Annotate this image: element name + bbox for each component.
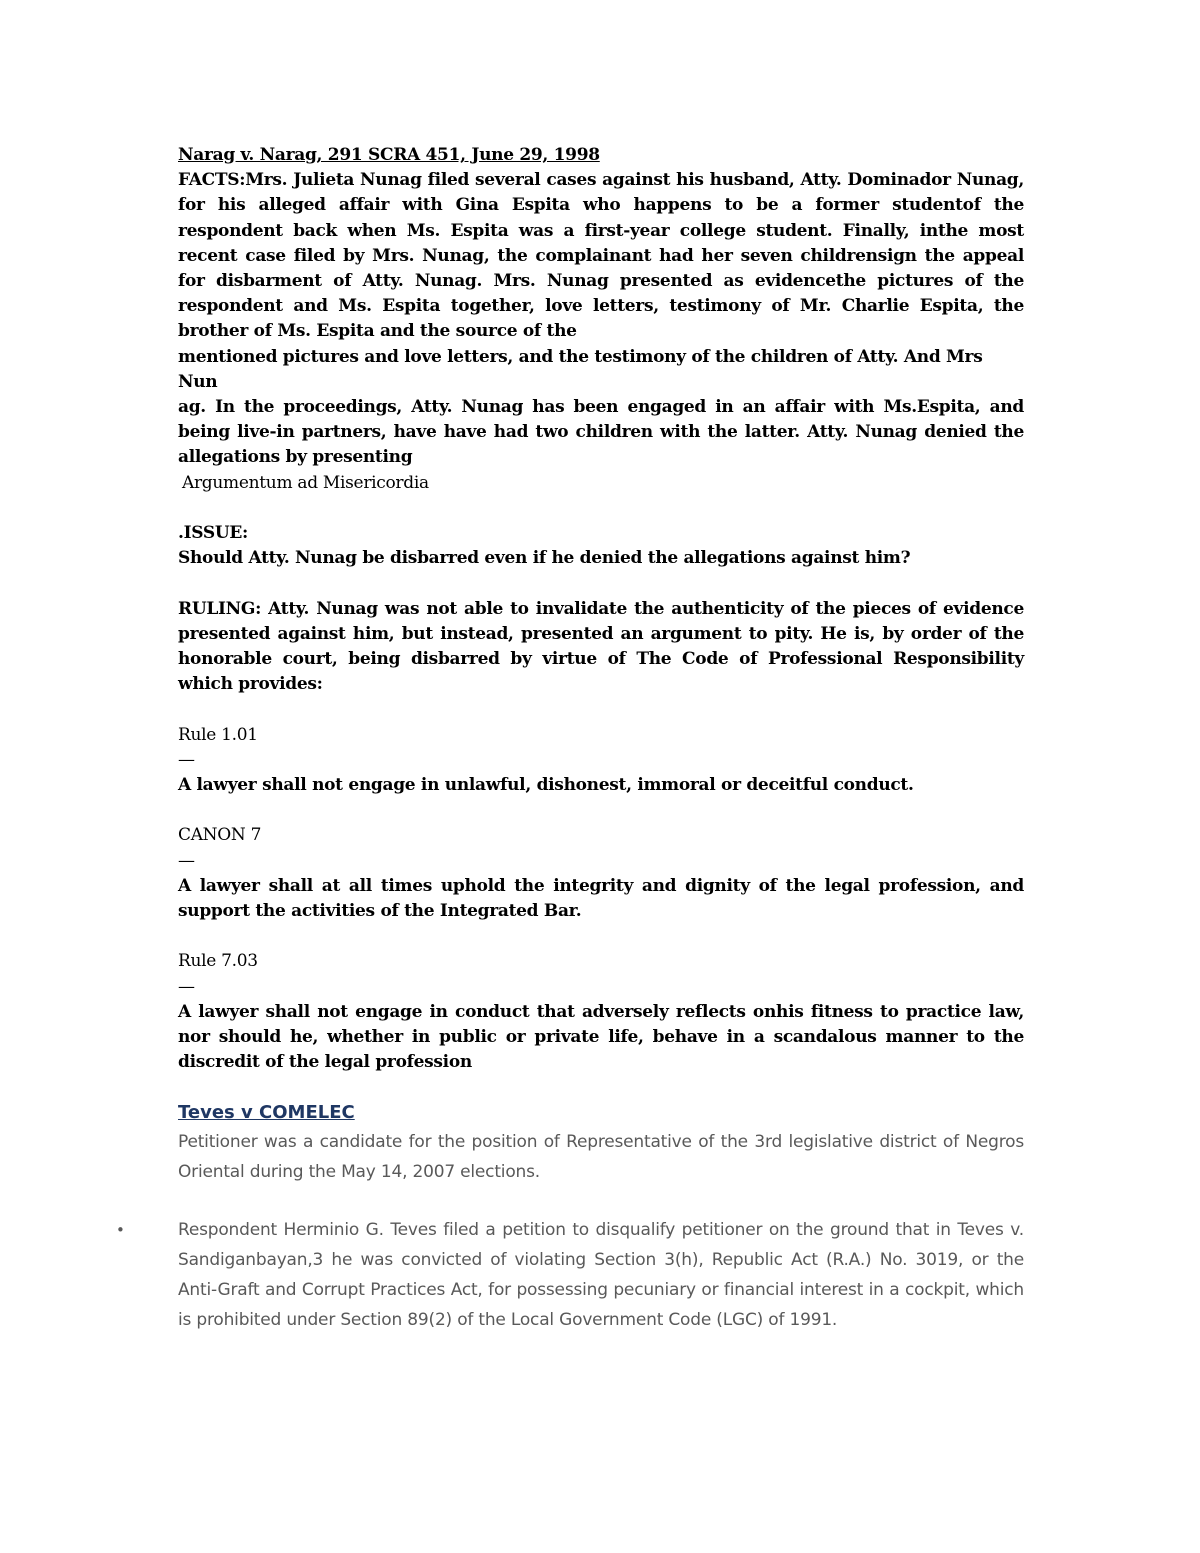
case-title-teves: Teves v COMELEC [178,1102,355,1124]
issue-label: .ISSUE: [178,523,249,544]
rule-1-01-label: Rule 1.01 [178,724,258,745]
ruling-paragraph: RULING: Atty. Nunag was not able to invalidate the authenticity of the pieces of evidence presented against him, but instead, presented an argument to pity. He is, by order of the honorable court, being disbarred by virtue of The Code of Professional Responsibility which provides: [178,598,1024,695]
facts-continuation-2: ag. In the proceedings, Atty. Nunag has been engaged in an affair with Ms.Espita, and being live-in partners, have have had two children with the latter. Atty. Nunag denied the allegations by presenting [178,397,1024,468]
canon-7-label: CANON 7 [178,825,262,846]
rule-7-03-dash: — [178,976,195,997]
teves-bullet-item [116,1215,1024,1335]
document-page [116,143,1024,1335]
canon-7-text: A lawyer shall at all times uphold the integrity and dignity of the legal profession, and support the activities of the Integrated Bar. [178,875,1024,921]
facts-continuation-1: mentioned pictures and love letters, and the testimony of the children of Atty. And Mrs Nun [178,346,983,392]
spacer [178,697,1024,722]
spacer [178,571,1024,596]
issue-text: Should Atty. Nunag be disbarred even if he denied the allegations against him? [178,548,911,569]
spacer [178,798,1024,823]
teves-bullet-text: Respondent Herminio G. Teves filed a petition to disqualify petitioner on the ground that in Teves v. Sandiganbayan,3 he was convicted of violating Section 3(h), Republic Act (R.A.) No. 3019, or the Anti-Graft and Corrupt Practices Act, for possessing pecuniary or financial interest in a cockpit, which is prohibited under Section 89(2) of the Local Government Code (LGC) of 1991. [178,1220,1024,1331]
canon-7-dash: — [178,850,195,871]
facts-paragraph: FACTS:Mrs. Julieta Nunag filed several cases against his husband, Atty. Dominador Nunag, for his alleged affair with Gina Espita who happens to be a former studentof the respondent back when Ms. Espita was a first-year college student. Finally, inthe most recent case filed by Mrs. Nunag, the complainant had her seven childrensign the appeal for disbarment of Atty. Nunag. Mrs. Nunag presented as evidencethe pictures of the respondent and Ms. Espita together, love letters, testimony of Mr. Charlie Espita, the brother of Ms. Espita and the source of the [178,170,1024,342]
spacer [178,1075,1024,1097]
rule-1-01-text: A lawyer shall not engage in unlawful, dishonest, immoral or deceitful conduct. [178,775,914,796]
spacer [178,496,1024,521]
rule-7-03-label: Rule 7.03 [178,951,258,972]
teves-intro: Petitioner was a candidate for the position of Representative of the 3rd legislative district of Negros Oriental during the May 14, 2007 elections. [178,1132,1024,1183]
rule-7-03-text: A lawyer shall not engage in conduct that adversely reflects onhis fitness to practice law, nor should he, whether in public or private life, behave in a scandalous manner to the discredit of the legal profession [178,1001,1024,1073]
bullet-icon: • [116,1221,125,1240]
rule-1-01-dash: — [178,749,195,770]
spacer [178,924,1024,949]
argumentum-line: Argumentum ad Misericordia [182,472,429,493]
case-title-narag: Narag v. Narag, 291 SCRA 451, June 29, 1998 [178,145,600,165]
